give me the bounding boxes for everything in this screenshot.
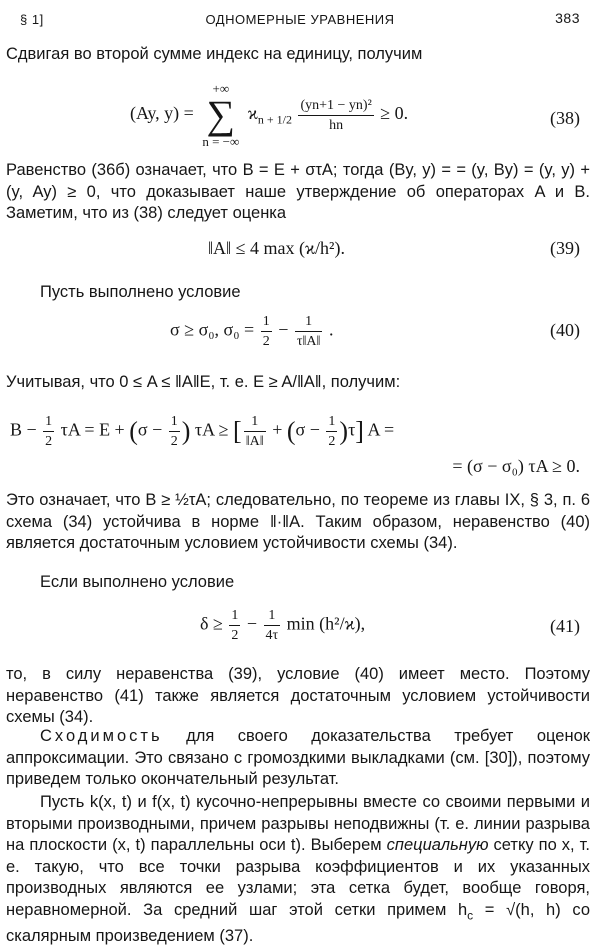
page-number: 383 xyxy=(555,10,580,26)
paragraph-meaning: Это означает, что B ≥ ½τA; следовательно, по теореме из главы IX, § 3, п. 6 схема (34) устойчива в норме ‖·‖A. Таким образом, неравенство (40) является достаточным условием устойчивости схемы (34). xyxy=(6,491,590,552)
equation-number-38: (38) xyxy=(550,108,580,128)
eq38-fraction xyxy=(298,96,373,135)
emphasis-special: специальную xyxy=(386,836,489,854)
equation-40: σ ≥ σ₀, σ₀ = $\frac{1}{2}$ − $\frac{1}{\tau‖A‖}$ . (40) xyxy=(170,314,580,349)
inequality-second-line: = (σ − σ₀) τA ≥ 0. xyxy=(452,456,580,476)
eq38-numerator: (yn+1 − yn)² xyxy=(298,96,373,116)
equation-number-39: (39) xyxy=(550,238,580,258)
eq41-fraction-1: $\frac{1}{2}$ xyxy=(231,608,239,643)
equation-38 xyxy=(0,82,600,158)
eq38-kappa: $ϰ_{n + 1/2}$ xyxy=(247,103,292,127)
equation-inequality-chain: B − $\frac{1}{2}$ τA = E + (σ − $\frac{1}{2}$ ) τA ≥ [ $\frac{1}{‖A‖}$ + (σ − $\frac{1}{2}$ )τ] A = = (σ − σ₀) τA ≥ 0. xyxy=(10,414,580,476)
eq40-lhs: σ ≥ σ₀, σ₀ = xyxy=(170,319,259,340)
sum-upper-limit: +∞ xyxy=(212,81,230,96)
eq40-fraction-2: $\frac{1}{\tau‖A‖}$ xyxy=(296,314,321,349)
paragraph-convergence: Сходимость для своего доказательства требует оценок аппроксимации. Это связано с громоздкими выкладками (см. [30]), поэтому приведем только окончательный результат. xyxy=(6,727,590,788)
paragraph-condition: Пусть выполнено условие xyxy=(40,283,241,301)
paragraph-grid: Пусть k(x, t) и f(x, t) кусочно-непрерывны вместе со своими первыми и вторыми производными, причем разрывы неподвижны (т. е. линии разрыва на плоскости (x, t) параллельны оси t). Выберем специальную сетку по x, т. е. такую, что все точки разрыва коэффициентов и их указанных производных являются ее узлами; эта сетка будет, вообще говоря, неравномерной. За средний шаг этой сетки примем $h_c = √(h$, h) со скалярным произведением (37). xyxy=(6,793,590,946)
half-fraction-2: $\frac{1}{2}$ xyxy=(170,414,178,449)
running-title: ОДНОМЕРНЫЕ УРАВНЕНИЯ xyxy=(205,12,395,27)
eq38-denominator: hn xyxy=(329,117,344,133)
eq41-fraction-2: $\frac{1}{4\tau}$ xyxy=(265,608,279,643)
paragraph-therefore: то, в силу неравенства (39), условие (40) имеет место. Поэтому неравенство (41) также является достаточным условием устойчивости схемы (34). xyxy=(6,665,590,726)
sum-lower-limit: n = −∞ xyxy=(202,134,240,149)
eq38-rhs: ≥ 0. xyxy=(380,103,409,124)
convergence-term: Сходимость xyxy=(40,727,163,745)
sum-operator xyxy=(202,82,239,148)
paragraph-intro: Сдвигая во второй сумме индекс на единицу, получим xyxy=(6,45,423,63)
section-mark: § 1] xyxy=(20,12,44,27)
paragraph-considering: Учитывая, что 0 ≤ A ≤ ‖A‖E, т. е. E ≥ A/‖A‖, получим: xyxy=(6,373,401,391)
paragraph-if-condition: Если выполнено условие xyxy=(40,573,235,591)
equation-41: δ ≥ $\frac{1}{2}$ − $\frac{1}{4\tau}$ min (h²/ϰ), (41) xyxy=(200,608,580,643)
eq39-body: ‖A‖ ≤ 4 max (ϰ/h²). xyxy=(208,238,345,258)
equation-number-40: (40) xyxy=(550,320,580,340)
sigma-symbol: ∑ xyxy=(206,92,236,137)
equation-number-41: (41) xyxy=(550,616,580,636)
half-fraction: $\frac{1}{2}$ xyxy=(45,414,53,449)
equation-39 xyxy=(0,238,600,266)
running-header xyxy=(20,10,580,30)
norm-fraction: $\frac{1}{‖A‖}$ xyxy=(245,414,264,449)
eq40-fraction-1: $\frac{1}{2}$ xyxy=(262,314,270,349)
half-fraction-3: $\frac{1}{2}$ xyxy=(328,414,336,449)
eq38-lhs: (Ay, y) = xyxy=(130,103,199,124)
paragraph-operators: Равенство (36б) означает, что B = E + στA; тогда (By, y) = = (y, By) = (y, y) + (y, Ay) ≥ 0, что доказывает наше утверждение об операторах A и B. Заметим, что из (38) следует оценка xyxy=(6,161,590,222)
